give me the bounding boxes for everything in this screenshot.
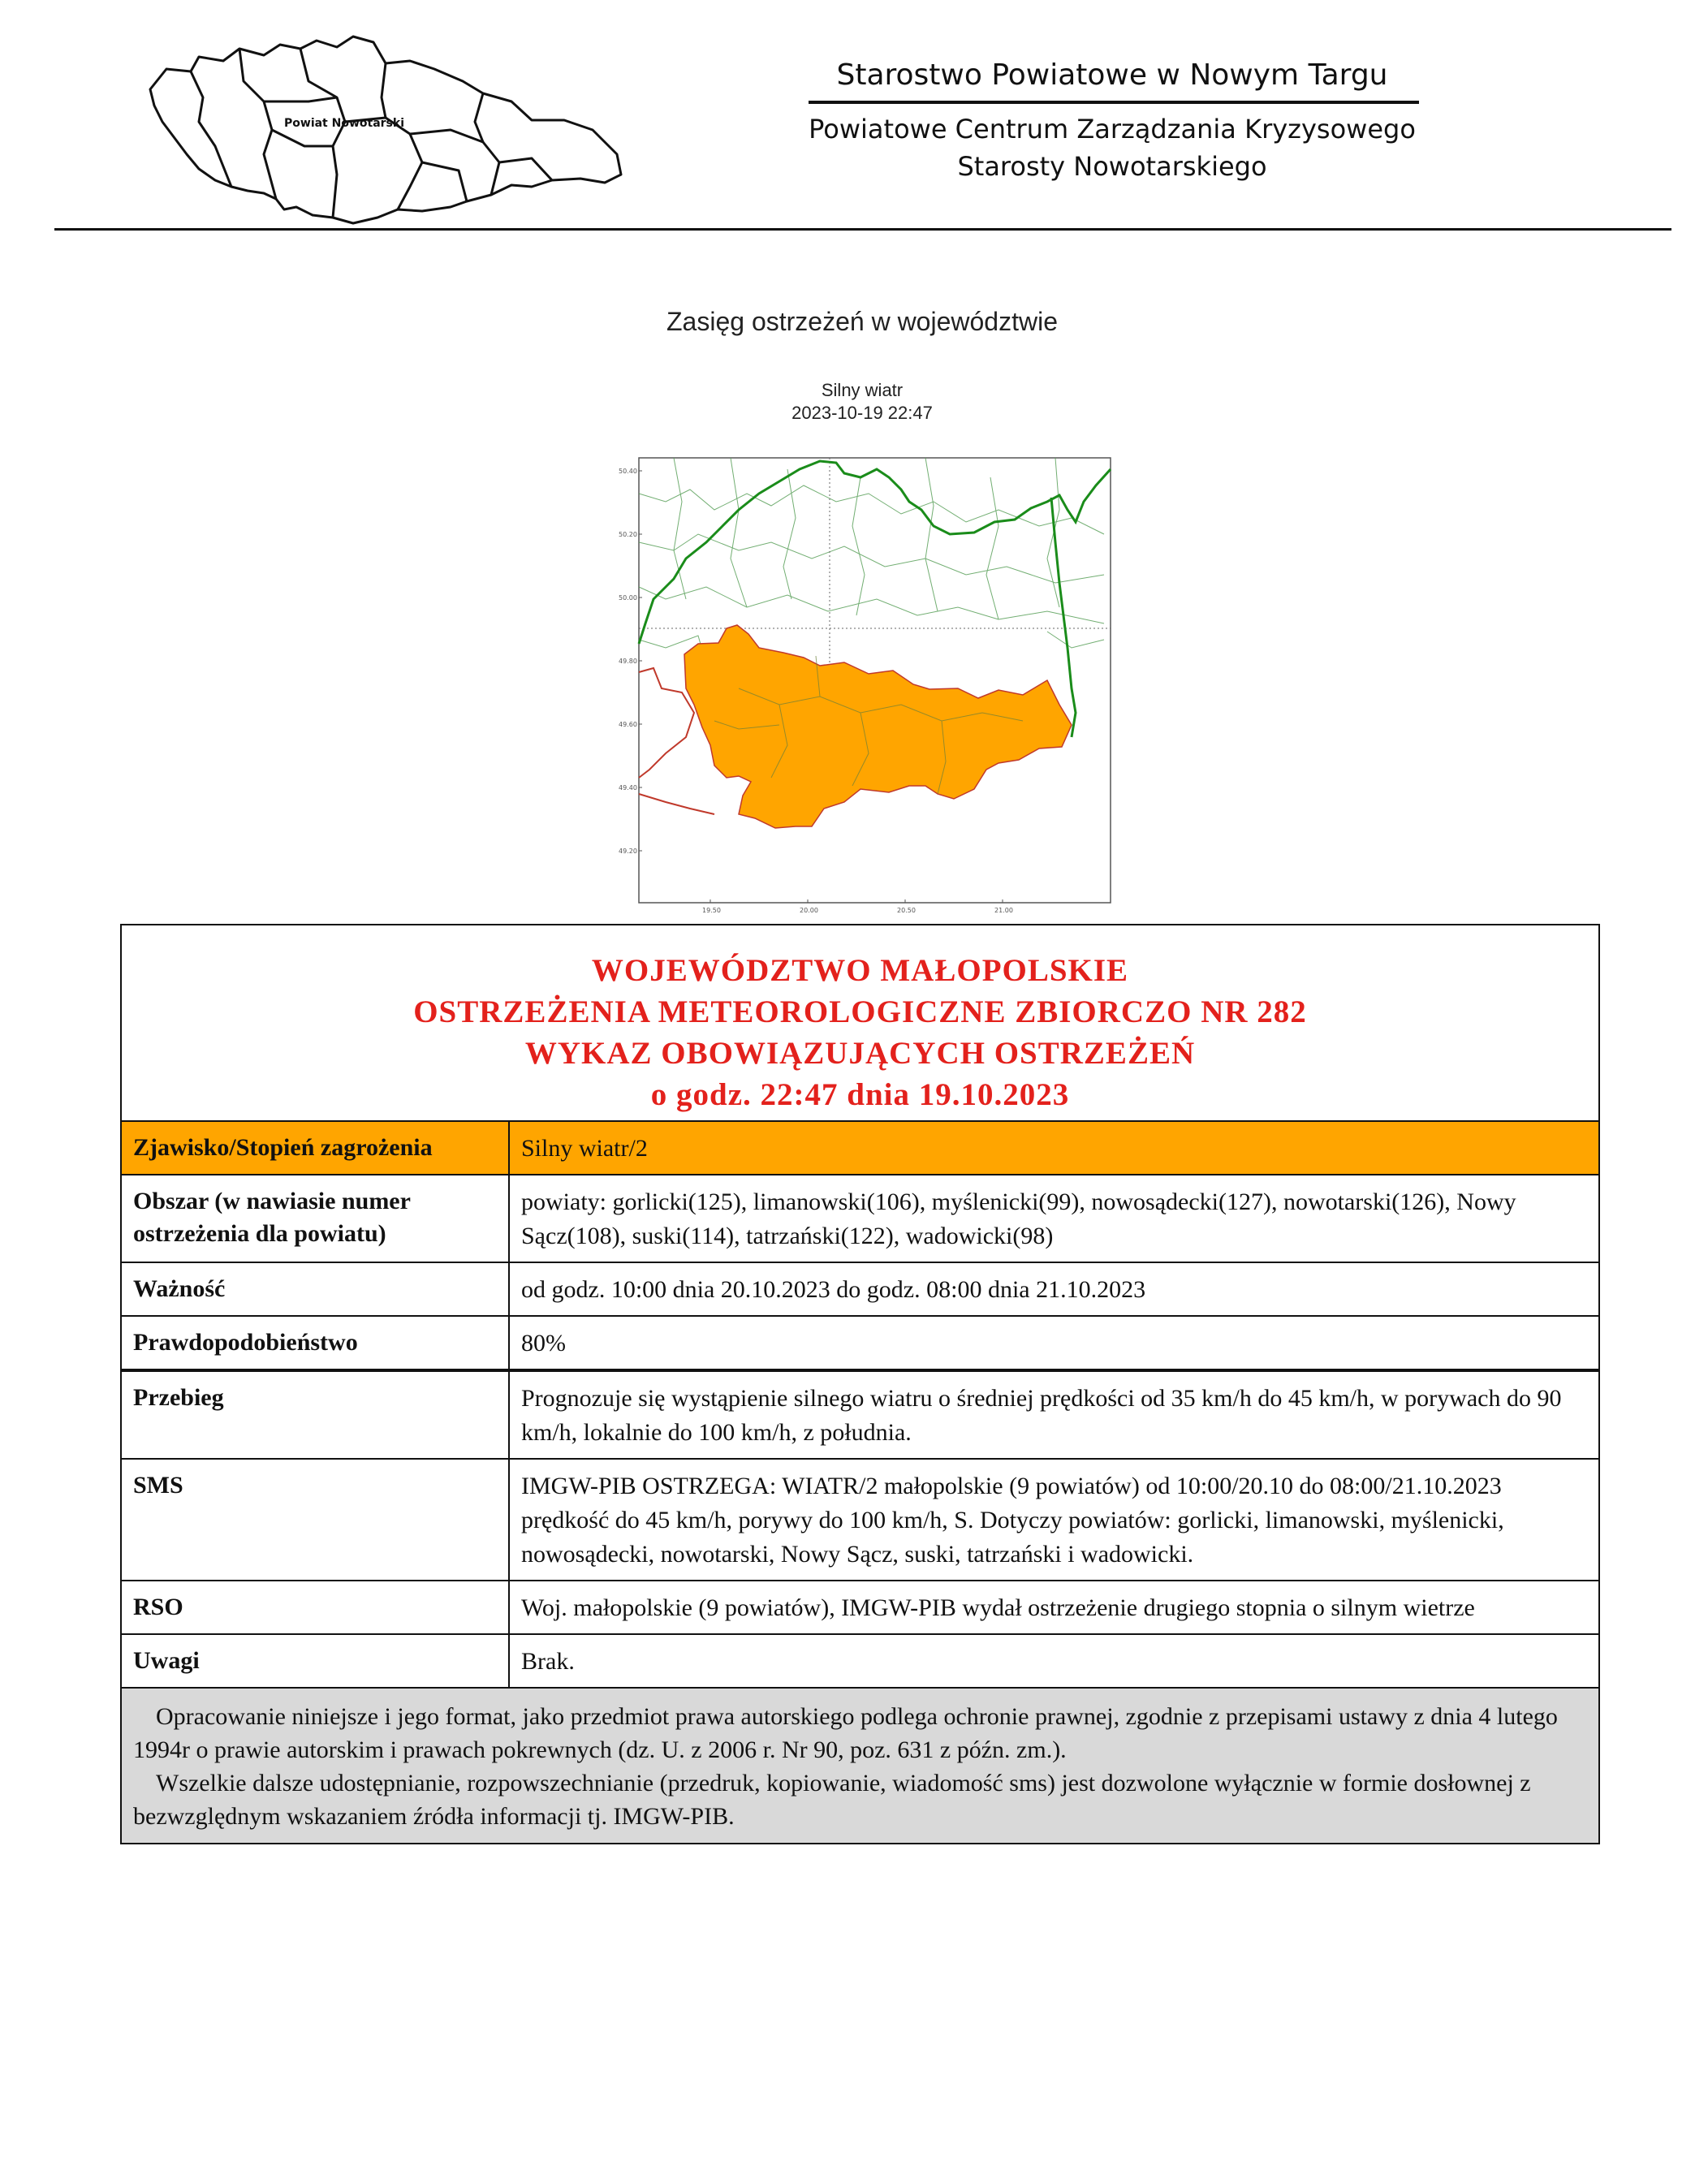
warning-title-line: o godz. 22:47 dnia 19.10.2023 [650,1077,1070,1112]
lat-tick-label: 49.60 [619,721,637,728]
row-value: Silny wiatr/2 [521,1135,648,1162]
lon-tick-label: 20.50 [897,907,916,914]
warning-table [120,924,1600,1844]
table-row [122,1175,1598,1263]
table-row [122,1372,1598,1460]
lat-tick-label: 49.20 [619,848,637,855]
table-row [122,1581,1598,1635]
row-label: Ważność [122,1263,510,1315]
row-label: Uwagi [122,1635,510,1687]
notice-paragraph: Wszelkie dalsze udostępnianie, rozpowszechnianie (przedruk, kopiowanie, wiadomość sms) jest dozwolone wyłącznie w formie dosłownej z bezwzględnym wskazaniem źródła informacji tj. IMGW-PIB. [133,1770,1531,1830]
warning-title-line: WOJEWÓDZTWO MAŁOPOLSKIE [591,953,1129,988]
header-underline [809,101,1419,104]
table-row [122,1317,1598,1372]
row-value: Woj. małopolskie (9 powiatów), IMGW-PIB wydał ostrzeżenie drugiego stopnia o silnym wietrze [521,1594,1475,1621]
row-label: Przebieg [122,1372,510,1458]
lon-tick-label: 19.50 [702,907,721,914]
organization-name: Starostwo Powiatowe w Nowym Targu [836,58,1388,92]
row-label: RSO [122,1581,510,1633]
table-row [122,1263,1598,1317]
notice-paragraph: Opracowanie niniejsze i jego format, jako przedmiot prawa autorskiego podlega ochronie prawnej, zgodnie z przepisami ustawy z dnia 4 lutego 1994r o prawie autorskim i prawach pokrewnych (dz. U. z 2006 r. Nr 90, poz. 631 z późn. zm.). [133,1703,1558,1763]
powiat-map-logo [142,24,629,227]
table-row [122,1460,1598,1581]
warning-title [122,925,1598,1122]
lat-tick-label: 50.40 [619,468,637,475]
lon-tick-label: 21.00 [994,907,1013,914]
row-value: 80% [521,1330,566,1357]
center-subtitle: Starosty Nowotarskiego [957,151,1267,182]
row-label: Obszar (w nawiasie numer ostrzeżenia dla powiatu) [122,1175,510,1262]
lat-tick-label: 49.40 [619,784,637,792]
warning-map [617,445,1137,916]
row-value: IMGW-PIB OSTRZEGA: WIATR/2 małopolskie (9 powiatów) od 10:00/20.10 do 08:00/21.10.2023 prędkość do 45 km/h, porywy do 100 km/h, S. Dotyczy powiatów: gorlicki, limanowski, myślenicki, nowosądecki, nowotarski, Nowy Sącz, suski, tatrzański i wadowicki. [521,1473,1504,1568]
lon-tick-label: 20.00 [800,907,818,914]
map-phenomenon: Silny wiatr [821,380,904,400]
row-value: powiaty: gorlicki(125), limanowski(106), myślenicki(99), nowosądecki(127), nowotarski(126), Nowy Sącz(108), suski(114), tatrzański(122), wadowicki(98) [521,1188,1516,1249]
row-value: Prognozuje się wystąpienie silnego wiatru o średniej prędkości od 35 km/h do 45 km/h, w porywach do 90 km/h, lokalnie do 100 km/h, z południa. [521,1385,1562,1446]
row-label: SMS [122,1460,510,1580]
logo-label: Powiat Nowotarski [284,117,404,130]
row-value: Brak. [521,1648,575,1675]
warning-title-line: WYKAZ OBOWIĄZUJĄCYCH OSTRZEŻEŃ [524,1036,1196,1071]
center-name: Powiatowe Centrum Zarządzania Kryzysowego [809,114,1416,144]
row-label: Prawdopodobieństwo [122,1317,510,1369]
row-label: Zjawisko/Stopień zagrożenia [122,1122,510,1174]
lat-tick-label: 49.80 [619,658,637,665]
warning-title-line: OSTRZEŻENIA METEOROLOGICZNE ZBIORCZO NR 282 [413,994,1307,1029]
map-datetime: 2023-10-19 22:47 [791,403,933,423]
lat-tick-label: 50.00 [619,594,637,602]
table-row [122,1122,1598,1175]
lat-tick-label: 50.20 [619,531,637,538]
header-divider [54,228,1671,231]
map-heading: Zasięg ostrzeżeń w województwie [666,307,1058,336]
table-row [122,1635,1598,1689]
row-value: od godz. 10:00 dnia 20.10.2023 do godz. 08:00 dnia 21.10.2023 [521,1276,1146,1303]
copyright-notice [122,1689,1598,1843]
